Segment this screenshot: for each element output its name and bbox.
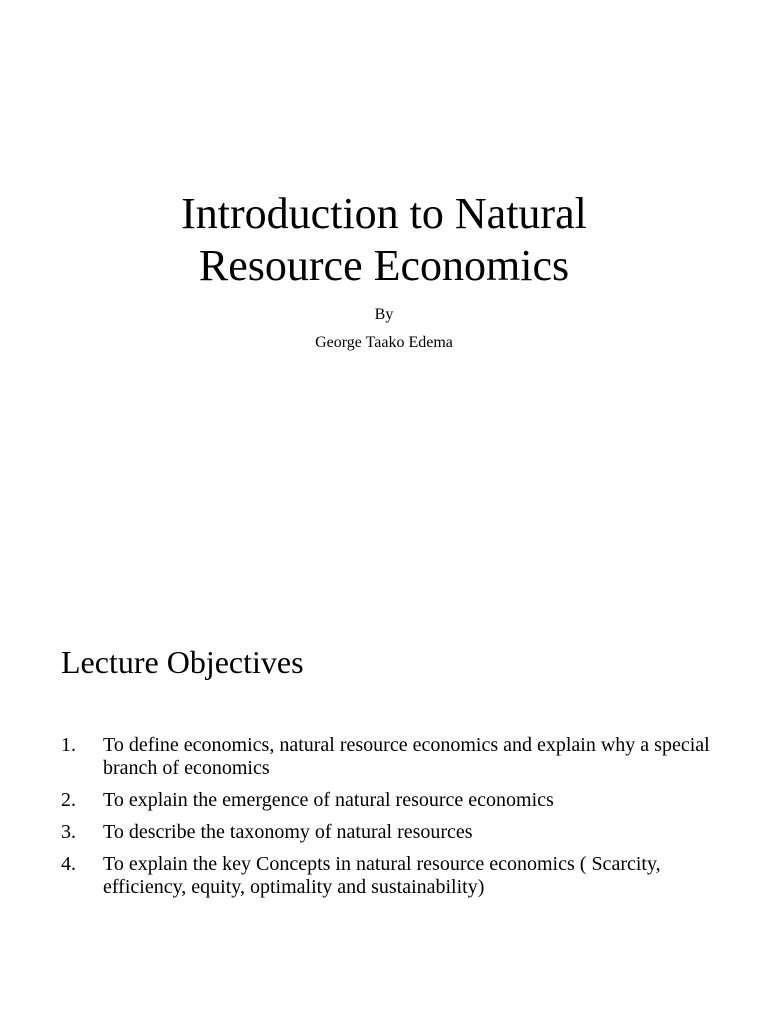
author-name: George Taako Edema	[315, 334, 453, 351]
objectives-heading: Lecture Objectives	[61, 644, 304, 680]
objectives-list	[61, 734, 721, 908]
objective-number: 2.	[61, 789, 76, 811]
objective-item	[61, 821, 721, 844]
slide-title	[0, 188, 768, 292]
objective-number: 3.	[61, 821, 76, 843]
objective-text: To describe the taxonomy of natural resources	[103, 821, 473, 843]
by-label: By	[374, 306, 394, 323]
objective-item	[61, 734, 721, 780]
objective-number: 1.	[61, 734, 76, 756]
objective-number: 4.	[61, 853, 76, 875]
objective-text: To explain the emergence of natural resource economics	[103, 789, 554, 811]
objectives-slide	[0, 512, 768, 1024]
objective-text: To define economics, natural resource economics and explain why a special branch of economics	[103, 734, 710, 779]
objective-item	[61, 853, 721, 899]
slide-title-line-1: Introduction to Natural	[181, 189, 587, 238]
objective-text: To explain the key Concepts in natural resource economics ( Scarcity, efficiency, equity, optimality and sustainability)	[103, 853, 661, 898]
slide-title-line-2: Resource Economics	[198, 241, 570, 290]
objective-item	[61, 789, 721, 812]
